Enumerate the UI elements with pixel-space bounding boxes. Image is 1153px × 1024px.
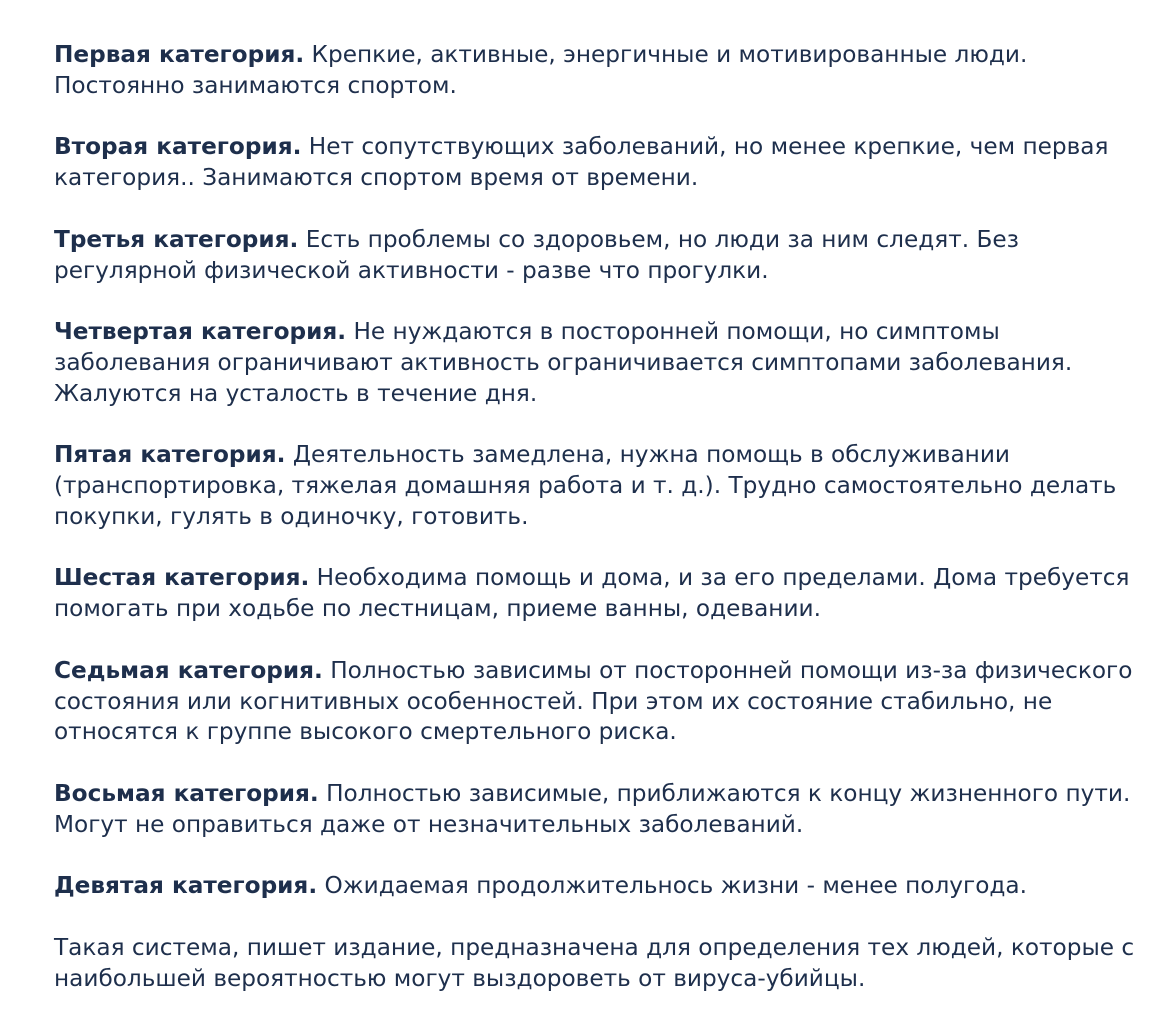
category-title: Восьмая категория.: [54, 779, 319, 807]
category-paragraph-7: [54, 656, 1144, 748]
category-title: Седьмая категория.: [54, 656, 323, 684]
category-description: Есть проблемы со здоровьем, но люди за ним следят. Без регулярной физической активности - разве что прогулки.: [54, 225, 1019, 284]
conclusion-paragraph: Такая система, пишет издание, предназначена для определения тех людей, которые с наибольшей вероятностью могут выздороветь от вируса-убийцы.: [54, 934, 1135, 992]
category-description: Нет сопутствующих заболеваний, но менее крепкие, чем первая категория.. Занимаются спортом время от времени.: [54, 133, 1109, 192]
category-description: Не нуждаются в посторонней помощи, но симптомы заболевания ограничивают активность ограничивается симптопами заболевания. Жалуются на усталость в течение дня.: [54, 318, 1073, 407]
category-paragraph-1: [54, 40, 1144, 101]
category-description: Полностью зависимые, приближаются к концу жизненного пути. Могут не оправиться даже от незначительных заболеваний.: [54, 779, 1131, 838]
category-title: Вторая категория.: [54, 133, 302, 161]
category-title: Третья категория.: [54, 225, 299, 253]
category-description: Деятельность замедлена, нужна помощь в обслуживании (транспортировка, тяжелая домашняя работа и т. д.). Трудно самостоятельно делать покупки, гулять в одиночку, готовить.: [54, 441, 1117, 530]
category-title: Шестая категория.: [54, 564, 310, 592]
category-description: Необходима помощь и дома, и за его пределами. Дома требуется помогать при ходьбе по лестницам, приеме ванны, одевании.: [54, 564, 1130, 623]
category-title: Первая категория.: [54, 41, 305, 68]
category-title: Девятая категория.: [54, 872, 318, 900]
category-paragraph-6: [54, 563, 1144, 624]
category-paragraph-8: [54, 779, 1144, 840]
category-paragraph-2: [54, 132, 1144, 193]
category-paragraph-4: [54, 317, 1144, 409]
category-paragraph-9: [54, 871, 1144, 902]
category-title: Четвертая категория.: [54, 318, 347, 346]
category-title: Пятая категория.: [54, 441, 286, 469]
category-paragraph-3: [54, 225, 1144, 286]
document-body: [54, 40, 1144, 994]
category-paragraph-5: [54, 440, 1144, 532]
category-description: Ожидаемая продолжительнось жизни - менее полугода.: [317, 872, 1028, 900]
category-description: Полностью зависимы от посторонней помощи из-за физического состояния или когнитивных особенностей. При этом их состояние стабильно, не относятся к группе высокого смертельного риска.: [54, 656, 1133, 746]
category-description: Крепкие, активные, энергичные и мотивированные люди. Постоянно занимаются спортом.: [54, 41, 1028, 99]
